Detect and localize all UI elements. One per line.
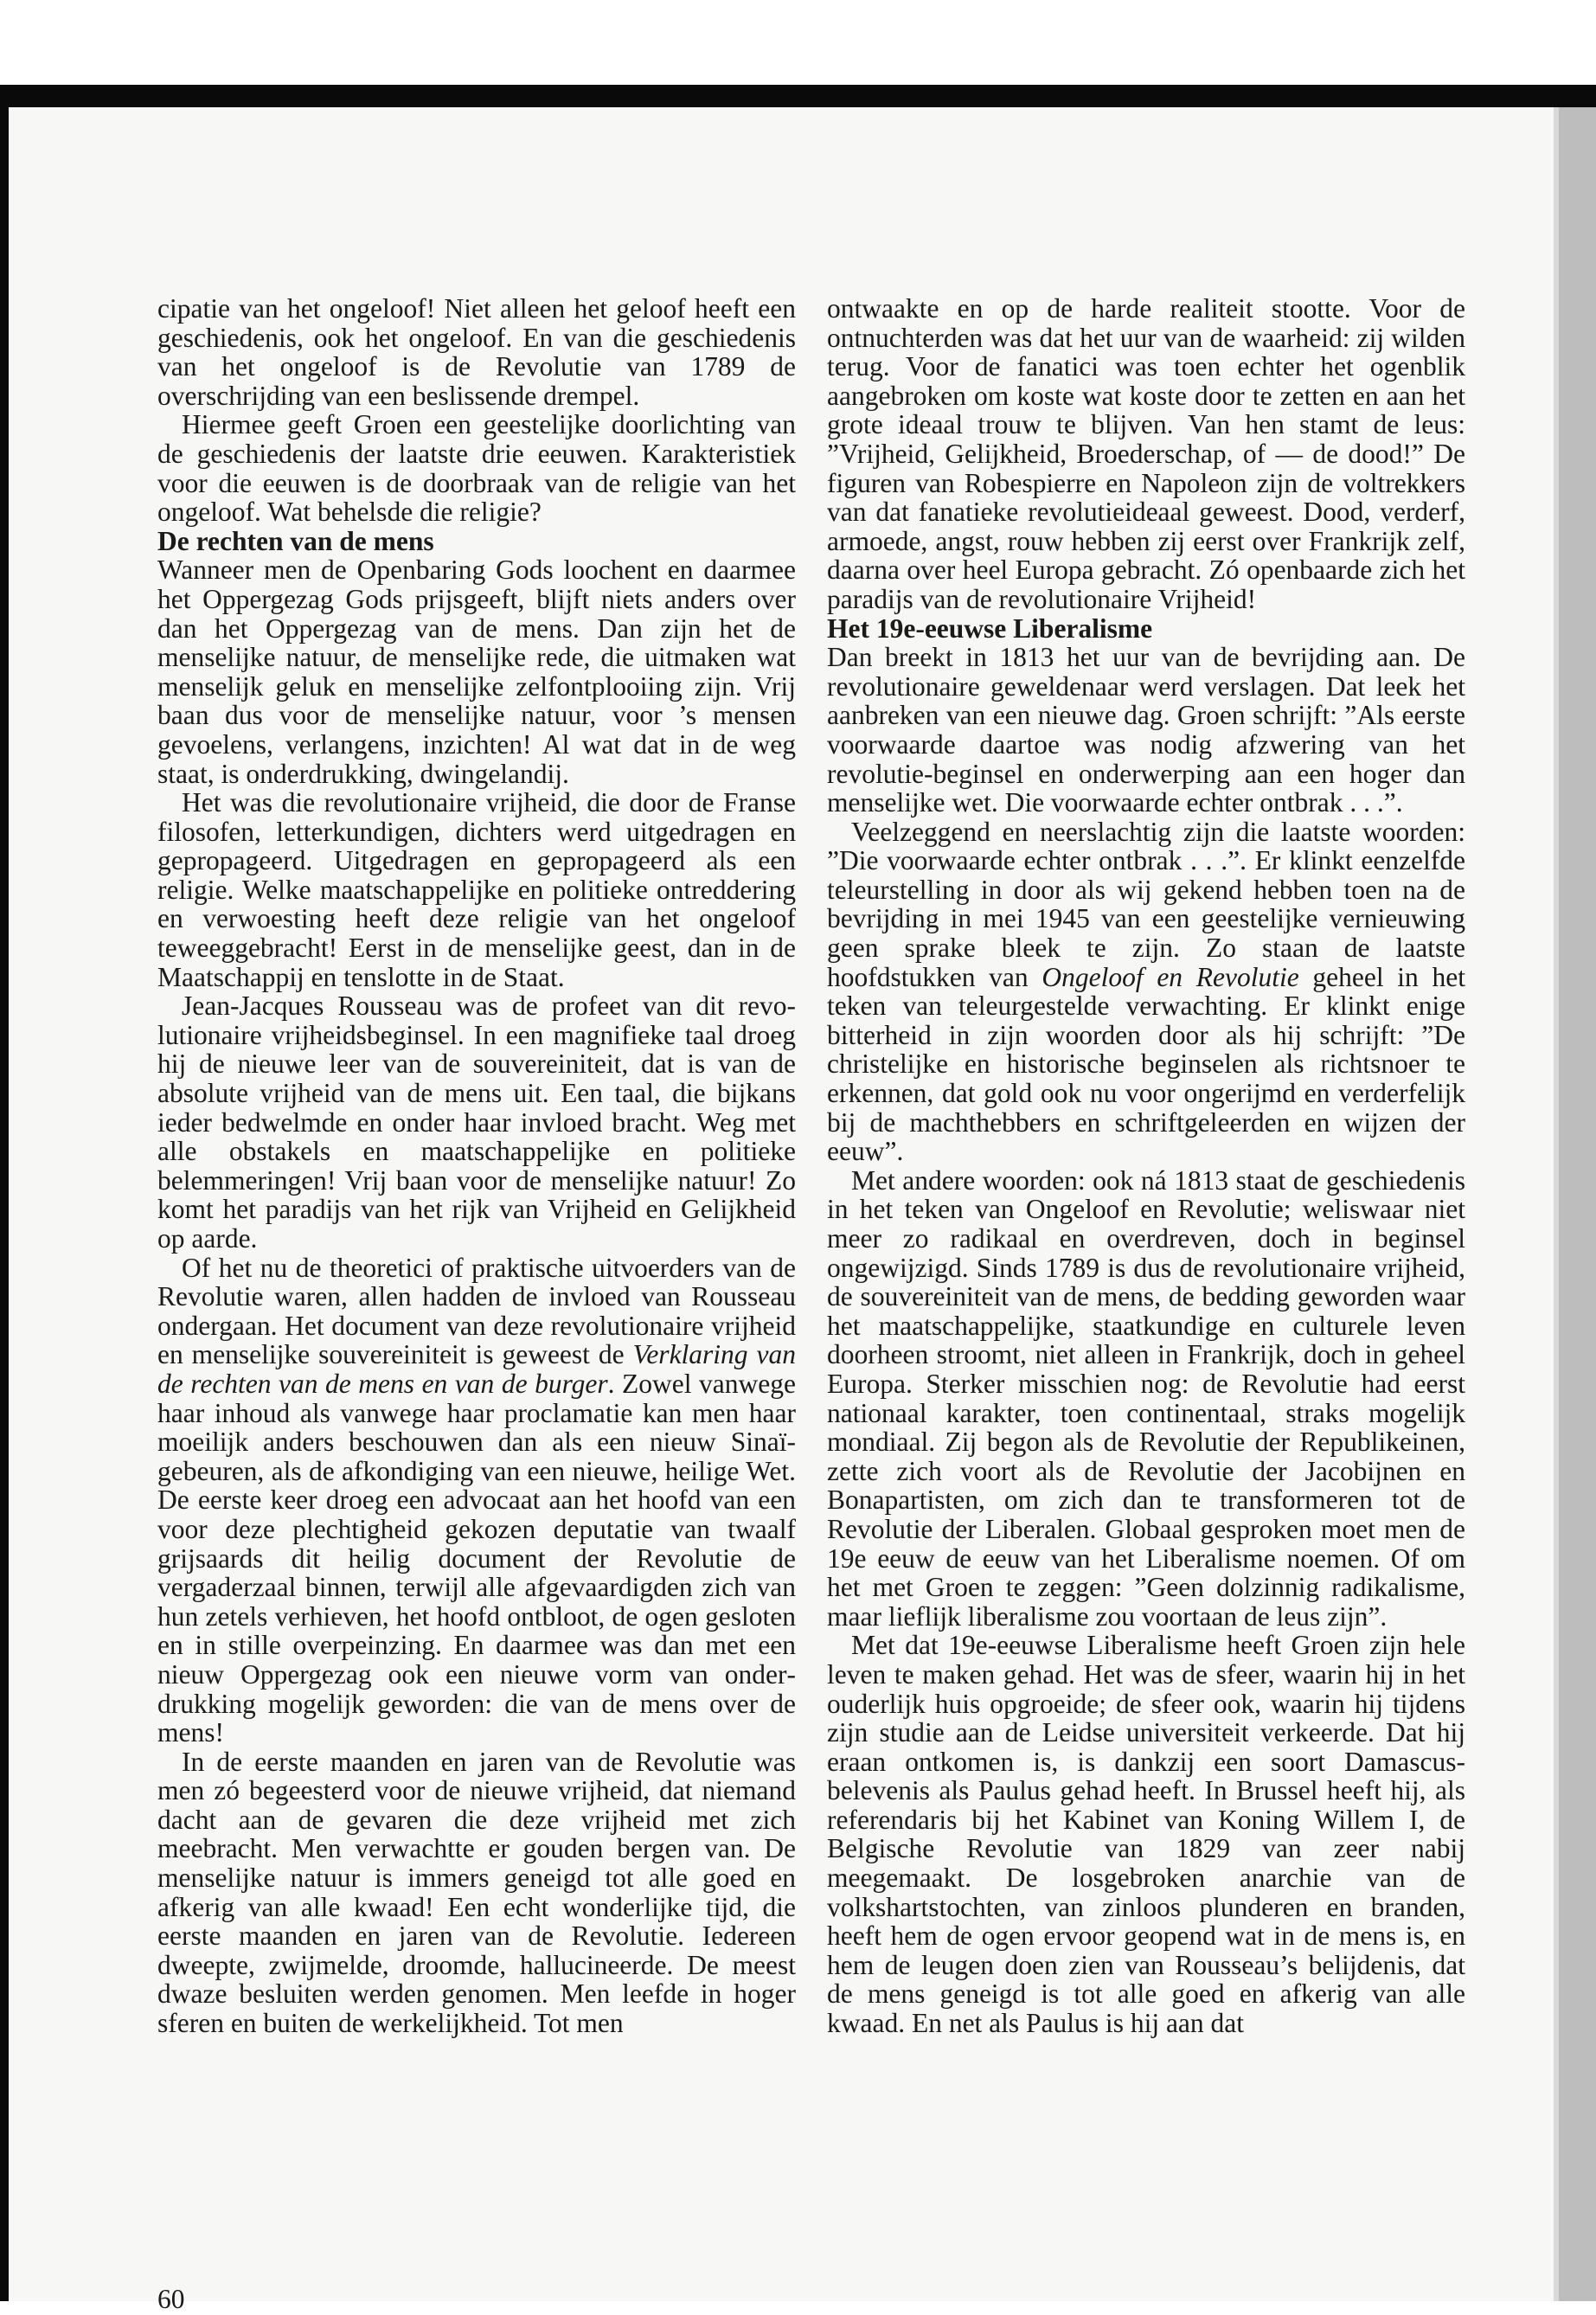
paragraph: ontwaakte en op de harde realiteit stootte. Voor de ontnuchterden was dat het uur van de waarheid: zij wilden terug. Voor de fanatici was toen echter het ogenblik aangebroken om koste wat koste door te zetten en aan het grote ideaal trouw te blijven. Van hen stamt de leus: ”Vrijheid, Gelijkheid, Broederschap, of — de dood!” De figuren van Robespierre en Napoleon zijn de voltrekkers van dat fanatieke revolutieideaal geweest. Dood, verderf, armoede, angst, rouw hebben zij eerst over Frankrijk zelf, daarna over heel Europa gebracht. Zó openbaarde zich het paradijs van de revolutionaire Vrijheid!	[827, 293, 1465, 614]
book-page	[9, 107, 1554, 2314]
paragraph: cipatie van het ongeloof! Niet alleen het geloof heeft een geschiedenis, ook het ongeloof. En van die geschiedenis van het ongeloof is de Revolutie van 1789 de overschrijding van een beslissende drempel.	[157, 293, 796, 411]
paragraph-text: . Zowel vanwege haar inhoud als vanwege haar proclamatie kan men haar moeilijk anders beschouwen dan als een nieuw Sinaï-gebeuren, als de afkondiging van een nieuwe, heilige Wet. De eerste keer droeg een advocaat aan het hoofd van een voor deze plechtigheid gekozen deputatie van twaalf grijsaards dit heilig document der Revolutie de vergaderzaal binnen, terwijl alle afgevaardigden zich van hun zetels verhieven, het hoofd ontbloot, de ogen gesloten en in stille overpeinzing. En daarmee was dan met een nieuw Oppergezag ook een nieuwe vorm van onderdrukking mogelijk geworden: die van de mens over de mens!	[157, 1368, 796, 1748]
scan-border-right-edge	[1554, 107, 1559, 2301]
paragraph	[157, 1254, 796, 1747]
scan-border-right	[1559, 107, 1596, 2301]
paragraph: Wanneer men de Openbaring Gods loochent en daarmee het Oppergezag Gods prijsgeeft, blijft niets anders over dan het Oppergezag van de mens. Dan zijn het de menselijke natuur, de menselijke rede, die uitmaken wat menselijk geluk en menselijke zelfontplooiing zijn. Vrij baan dus voor de menselijke natuur, voor ’s mensen gevoelens, verlangens, inzichten! Al wat dat in de weg staat, is onderdrukking, dwingelandij.	[157, 555, 796, 789]
paragraph	[827, 818, 1465, 1166]
scan-border-top	[9, 85, 1596, 107]
paragraph: Dan breekt in 1813 het uur van de bevrijding aan. De revolutionaire geweldenaar werd verslagen. Dat leek het aanbreken van een nieuwe dag. Groen schrijft: ”Als eerste voorwaarde daartoe was nodig afzwering van het revolutie-beginsel en onderwerping aan een hoger dan menselijke wet. Die voorwaarde echter ontbrak . . .”.	[827, 642, 1465, 818]
paragraph: Het was die revolutionaire vrijheid, die door de Franse filosofen, letterkundigen, dichters werd uitgedragen en gepropageerd. Uitgedragen en gepropageerd als een religie. Welke maatschappelijke en politieke ontreddering en verwoesting heeft deze religie van het ongeloof teweeggebracht! Eerst in de menselijke geest, dan in de Maatschappij en tenslotte in de Staat.	[157, 787, 796, 992]
paragraph-text: Of het nu de theoretici of praktische uitvoerders van de Revolutie waren, allen hadden de invloed van Rousseau ondergaan. Het document van deze revolutionaire vrijheid en menselijke souvereiniteit is geweest de	[157, 1252, 796, 1370]
paragraph-text: geheel in het teken van teleurgestelde verwachting. Er klinkt enige bitterheid in zijn woorden door als hij schrijft: ”De christelijke en historische beginselen als richtsnoer te erkennen, dat gold ook nu voor ongerijmd en verderfelijk bij de machthebbers en schriftgeleerden en wijzen der eeuw”.	[827, 961, 1465, 1167]
right-column	[827, 294, 1465, 2038]
paragraph-text: Veelzeggend en neerslachtig zijn die laatste woorden: ”Die voorwaarde echter ontbrak . . .”. Er klinkt eenzelfde teleurstelling in door als wij gekend hebben toen na de bevrijding in mei 1945 van een geestelijke vernieuwing geen sprake bleek te zijn. Zo staan de laatste hoofdstukken van	[827, 816, 1465, 992]
section-heading: De rechten van de mens	[157, 525, 434, 556]
book-title: Ongeloof en Revolutie	[1042, 961, 1299, 992]
paragraph: Jean-Jacques Rousseau was de profeet van dit revolutionaire vrijheidsbeginsel. In een magnifieke taal droeg hij de nieuwe leer van de souvereiniteit, dat is van de absolute vrijheid van de mens uit. Een taal, die bijkans ieder bedwelmde en onder haar invloed bracht. Weg met alle obstakels en maatschappelijke en politieke belemmeringen! Vrij baan voor de menselijke natuur! Zo komt het paradijs van het rijk van Vrijheid en Gelijkheid op aarde.	[157, 991, 796, 1254]
paragraph: In de eerste maanden en jaren van de Revolutie was men zó begeesterd voor de nieuwe vrijheid, dat niemand dacht aan de gevaren die deze vrijheid met zich meebracht. Men verwachtte er gouden bergen van. De menselijke natuur is immers geneigd tot alle goed en afkerig van alle kwaad! Een echt wonderlijke tijd, die eerste maanden en jaren van de Revolutie. Iedereen dweepte, zwijmelde, droomde, hallucineerde. De meest dwaze besluiten werden genomen. Men leefde in hoger sferen en buiten de werkelijkheid. Tot men	[157, 1746, 796, 2039]
left-column	[157, 294, 796, 2038]
section-heading: Het 19e-eeuwse Liberalisme	[827, 612, 1153, 644]
paragraph: Hiermee geeft Groen een geestelijke doorlichting van de geschiedenis der laatste drie eeuwen. Karakteristiek voor die eeuwen is de doorbraak van de religie van het ongeloof. Wat behelsde die religie?	[157, 409, 796, 528]
document-title: Verklaring van de rechten van de mens en van de burger	[157, 1339, 796, 1399]
scan-border-left	[0, 85, 9, 2301]
paragraph: Met dat 19e-eeuwse Liberalisme heeft Groen zijn hele leven te maken gehad. Het was de sfeer, waarin hij in het ouderlijk huis opgroeide; de sfeer ook, waarin hij tijdens zijn studie aan de Leidse universiteit verkeerde. Dat hij eraan ontkomen is, is dankzij een soort Damascus-belevenis als Paulus gehad heeft. In Brussel heeft hij, als referendaris bij het Kabinet van Koning Willem I, de Belgische Revolutie van 1829 van zeer nabij meegemaakt. De losgebroken anarchie van de volkshartstochten, van zinloos plunderen en branden, heeft hem de ogen ervoor geopend wat in de mens is, en hem de leugen doen zien van Rousseau’s belijdenis, dat de mens geneigd is tot alle goed en afkerig van alle kwaad. En net als Paulus is hij aan dat	[827, 1630, 1465, 2039]
paragraph: Met andere woorden: ook ná 1813 staat de geschiedenis in het teken van Ongeloof en Revolutie; weliswaar niet meer zo radikaal en overdreven, doch in beginsel ongewijzigd. Sinds 1789 is dus de revolutionaire vrijheid, de souvereiniteit van de mens, de bedding geworden waar het maatschappelijke, staatkundige en culturele leven doorheen stroomt, niet alleen in Frankrijk, doch in geheel Europa. Sterker misschien nog: de Revolutie had eerst nationaal karakter, toen continentaal, straks mogelijk mondiaal. Zij begon als de Revolutie der Republikeinen, zette zich voort als de Revolutie der Jacobijnen en Bonapartisten, om zich dan te transformeren tot de Revolutie der Liberalen. Globaal gesproken moet men de 19e eeuw de eeuw van het Liberalisme noemen. Of om het met Groen te zeggen: ”Geen dolzinnig radikalisme, maar lieflijk liberalisme zou voortaan de leus zijn”.	[827, 1164, 1465, 1632]
page-number: 60	[157, 2284, 185, 2314]
